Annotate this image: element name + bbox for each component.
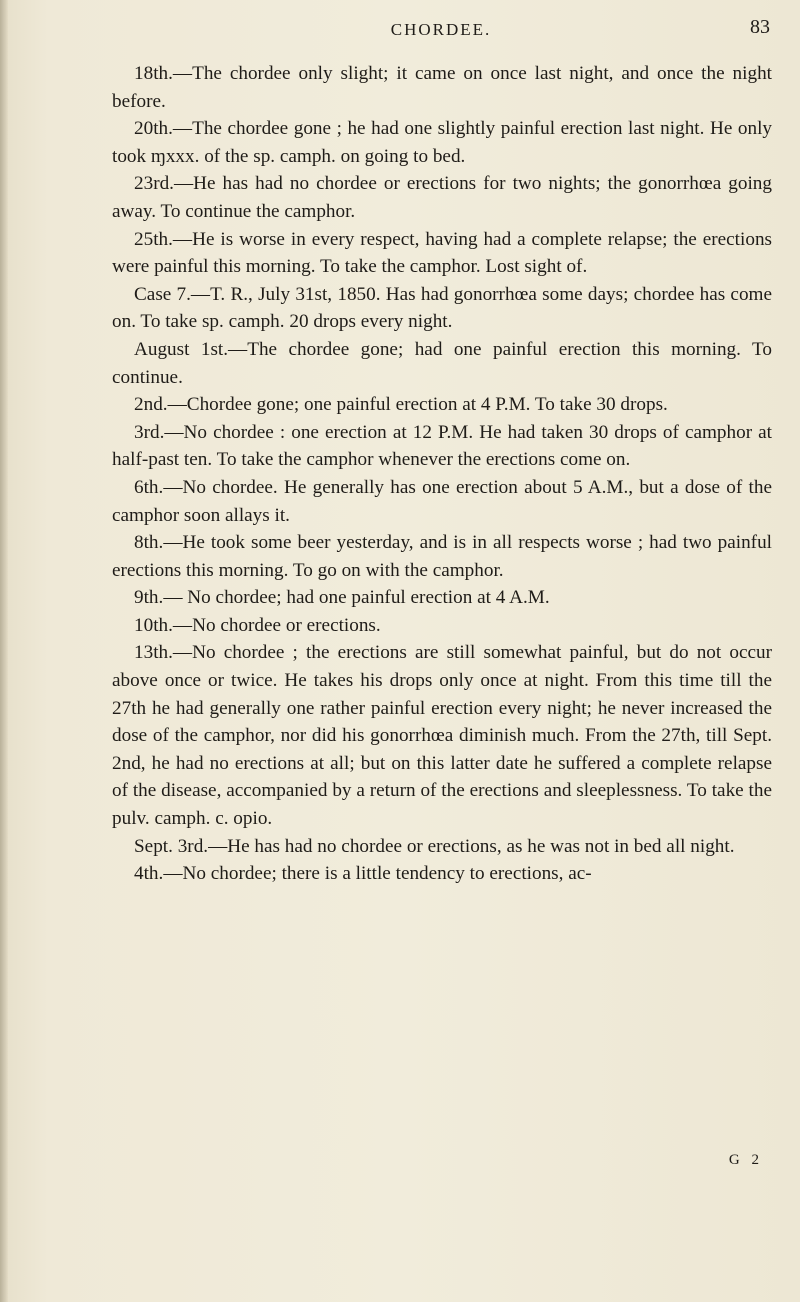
paragraph: 13th.—No chordee ; the erections are still somewhat painful, but do not occur above once or twice. He takes his drops only once at night. From this time till the 27th he had generally one rather painful erection every night; he never increased the dose of the camphor, nor did his gonorrhœa diminish much. From the 27th, till Sept. 2nd, he had no erections at all; but on this latter date he suffered a complete relapse of the disease, accompanied by a return of the erections and sleeplessness. To take the pulv. camph. c. opio. — [112, 642, 772, 830]
paragraph: 6th.—No chordee. He generally has one erection about 5 A.M., but a dose of the camphor soon allays it. — [112, 476, 772, 526]
paragraph: 4th.—No chordee; there is a little tendency to erections, ac- — [134, 863, 592, 885]
paragraph: 20th.—The chordee gone ; he had one slightly painful erection last night. He only took ɱxxx. of the sp. camph. on going to bed. — [112, 118, 772, 167]
paragraph: Sept. 3rd.—He has had no chordee or erections, as he was not in bed all night. — [134, 835, 735, 857]
paragraph: 18th.—The chordee only slight; it came on once last night, and once the night before. — [112, 63, 772, 112]
body-text — [112, 60, 772, 888]
paragraph: 2nd.—Chordee gone; one painful erection at 4 P.M. To take 30 drops. — [134, 394, 668, 416]
paragraph: 3rd.—No chordee : one erection at 12 P.M. He had taken 30 drops of camphor at half-past ten. To take the camphor whenever the erections come on. — [112, 421, 772, 471]
page-binding-edge — [0, 0, 8, 1302]
paragraph: 25th.—He is worse in every respect, having had a complete relapse; the erections were painful this morning. To take the camphor. Lost sight of. — [112, 228, 772, 278]
paragraph: August 1st.—The chordee gone; had one painful erection this morning. To continue. — [112, 338, 772, 388]
page-number: 83 — [750, 16, 770, 38]
paragraph: 9th.— No chordee; had one painful erection at 4 A.M. — [134, 587, 550, 609]
paragraph: Case 7.—T. R., July 31st, 1850. Has had gonorrhœa some days; chordee has come on. To take sp. camph. 20 drops every night. — [112, 283, 772, 333]
page-header — [112, 16, 770, 46]
paragraph: 8th.—He took some beer yesterday, and is in all respects worse ; had two painful erections this morning. To go on with the camphor. — [112, 532, 772, 581]
paragraph: 23rd.—He has had no chordee or erections for two nights; the gonorrhœa going away. To continue the camphor. — [112, 173, 772, 222]
signature-mark: G 2 — [728, 1152, 763, 1168]
paragraph: 10th.—No chordee or erections. — [134, 614, 381, 636]
running-head: CHORDEE. — [390, 20, 492, 39]
